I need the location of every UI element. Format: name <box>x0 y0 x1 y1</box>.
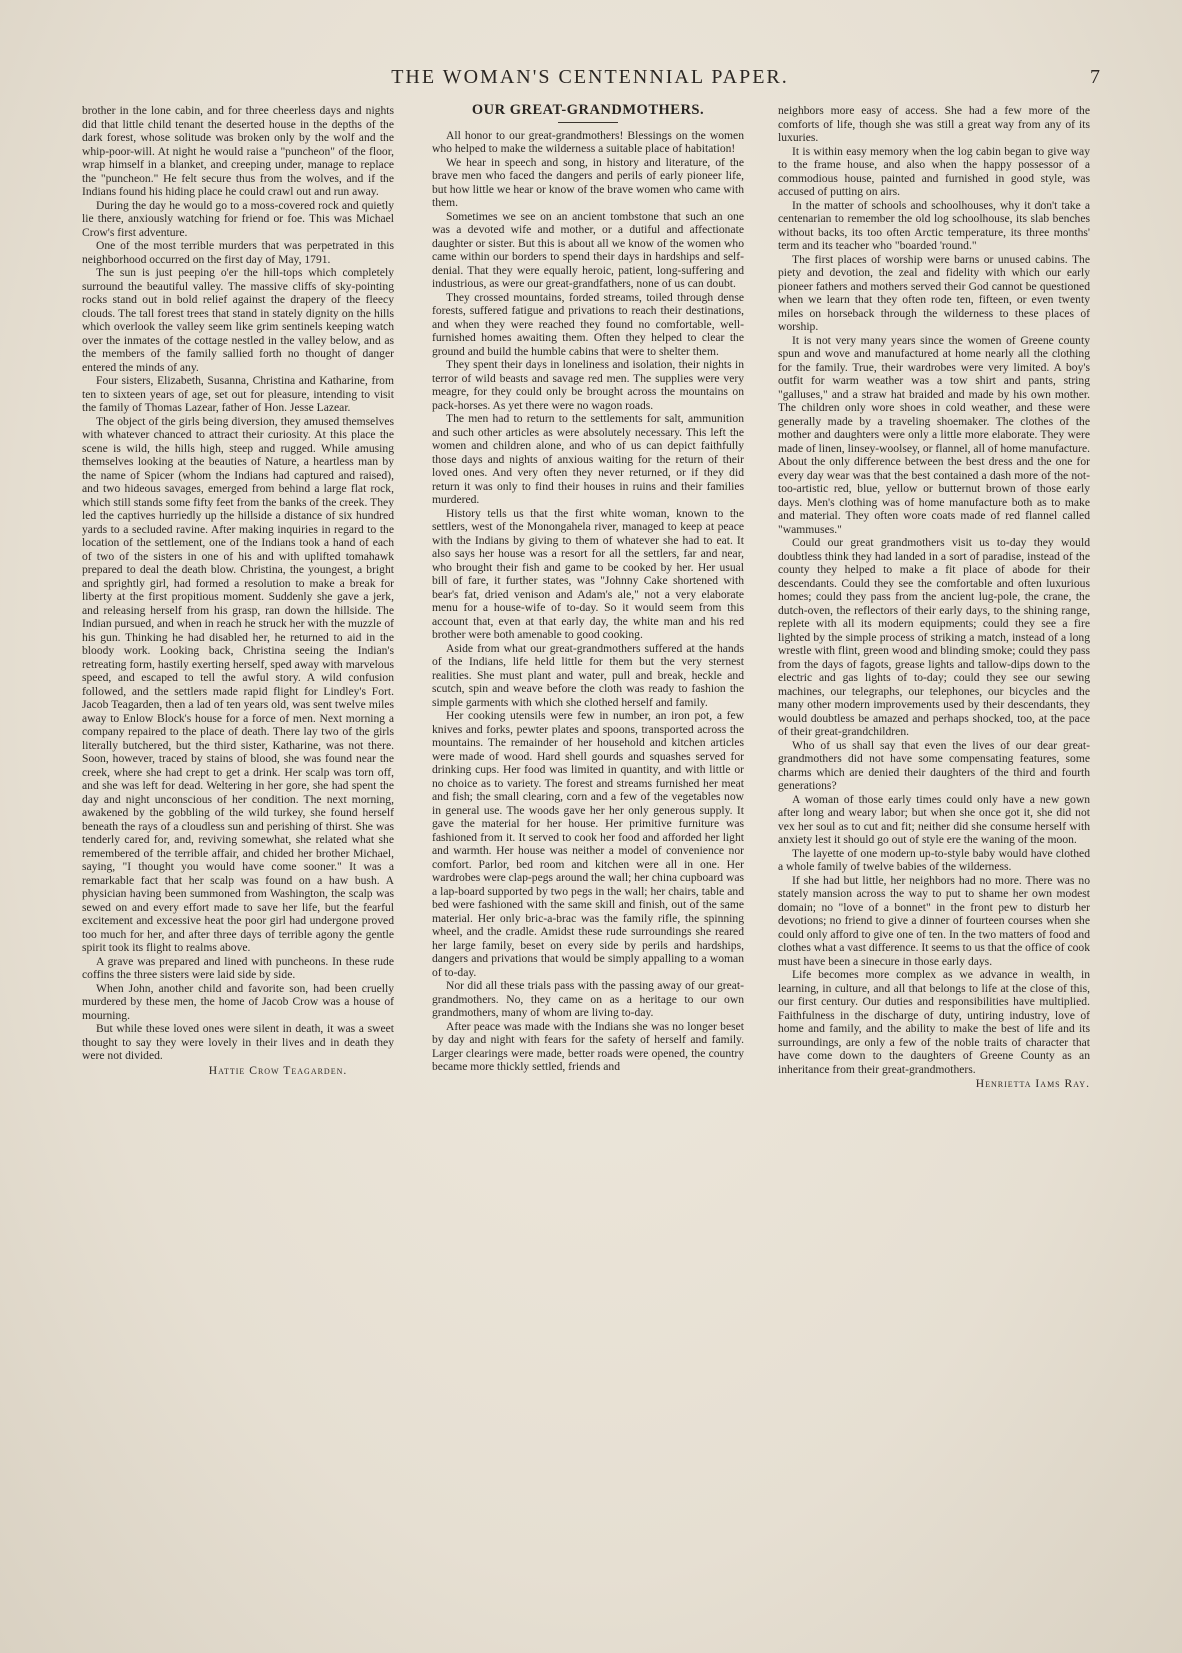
column-1 <box>82 104 394 1574</box>
paragraph: The sun is just peeping o'er the hill-tops which completely surround the beautiful valley. The massive cliffs of sky-pointing rocks stand out in bold relief against the drapery of the fleecy clouds. The tall forest trees that stand in stately dignity on the hills which overlook the valley seem like grim sentinels keeping watch over the inmates of the cottage nestled in the valley below, and as the members of the family sallied forth no thought of danger entered the minds of any. <box>82 266 394 374</box>
column-2 <box>432 104 744 1574</box>
title-rule <box>558 122 618 123</box>
paragraph: The object of the girls being diversion, they amused themselves with whatever chanced to attract their curiosity. At this place the scene is wild, the hills high, steep and rugged. While amusing themselves looking at the beauties of Nature, a heartless man by the name of Spicer (whom the Indians had captured and raised), and two hideous savages, emerged from behind a large flat rock, which still stands some fifty feet from the banks of the creek. They led the captives hurriedly up the hillside a distance of six hundred yards to a secluded ravine. After making inquiries in regard to the location of the settlement, one of the Indians took a hand of each of two of the sisters in one of his and with uplifted tomahawk prepared to deal the death blow. Christina, the youngest, a bright and sprightly girl, had formed a resolution to make a break for liberty at the first propitious moment. Suddenly she gave a jerk, and releasing herself from his grasp, ran down the hillside. The Indian pursued, and when in reach he struck her with the muzzle of his gun. Thinking he had disabled her, he returned to aid in the bloody work. Looking back, Christina seeing the Indian's retreating form, hastily exerting herself, sped away with marvelous speed, and escaped to tell the awful story. A wild confusion followed, and the settlers made rapid flight for Lindley's Fort. Jacob Teagarden, then a lad of ten years old, was sent twelve miles away to Enlow Block's house for a force of men. Next morning a company repaired to the place of death. There lay two of the girls literally butchered, but the third sister, Katharine, was not there. Soon, however, traced by stains of blood, she was found near the creek, where she had crept to get a drink. Her scalp was torn off, and she was left for dead. Weltering in her gore, she had spent the day and night unconscious of her condition. The next morning, awakened by the gobbling of the wild turkey, she found herself beneath the rays of a cloudless sun and perishing of thirst. She was tenderly cared for, and, reviving somewhat, she related what she remembered of the terrible affair, and chided her brother Michael, saying, "I thought you would have come sooner." It was a remarkable fact that her scalp was found on a haw bush. A physician having been summoned from Washington, the scalp was sewed on and every effort made to save her life, but the fearful excitement and excessive heat the poor girl had undergone proved too much for her, and after three days of terrible agony the gentle spirit took its flight to realms above. <box>82 414 394 954</box>
paragraph: Who of us shall say that even the lives of our dear great-grandmothers did not have some compensating features, some charms which are denied their daughters of the third and fourth generations? <box>778 738 1090 792</box>
paragraph: The men had to return to the settlements for salt, ammunition and such other articles as were absolutely necessary. This left the women and children alone, and who of us can depict faithfully those days and nights of anxious waiting for the return of their loved ones. And very often they never returned, or if they did return it was only to find their houses in ruins and their families murdered. <box>432 412 744 506</box>
paragraph: After peace was made with the Indians she was no longer beset by day and night with fears for the safety of herself and family. Larger clearings were made, better roads were opened, the country became more thickly settled, friends and <box>432 1019 744 1073</box>
paragraph: Four sisters, Elizabeth, Susanna, Christina and Katharine, from ten to sixteen years of age, set out for pleasure, intending to visit the family of Thomas Lazear, father of Hon. Jesse Lazear. <box>82 374 394 414</box>
paragraph: The layette of one modern up-to-style baby would have clothed a whole family of twelve babies of the wilderness. <box>778 846 1090 873</box>
running-title: THE WOMAN'S CENTENNIAL PAPER. <box>391 66 789 88</box>
paragraph: During the day he would go to a moss-covered rock and quietly lie there, anxiously watching for friend or foe. This was Michael Crow's first adventure. <box>82 198 394 239</box>
paragraph: In the matter of schools and schoolhouses, why it don't take a centenarian to remember the old log schoolhouse, its slab benches without backs, its too often Arctic temperature, its three months' term and its teacher who "boarded 'round." <box>778 198 1090 252</box>
paragraph: If she had but little, her neighbors had no more. There was no stately mansion across the way to put to shame her own modest domain; no "love of a bonnet" in the front pew to disturb her devotions; no friend to give a dinner of fourteen courses when she could only afford to give one of ten. In the two matters of food and clothes what a vast difference. It seems to us that the office of cook must have been a sinecure in those early days. <box>778 873 1090 968</box>
paragraph: They crossed mountains, forded streams, toiled through dense forests, suffered fatigue and privations to reach their destinations, and when they were reached they found no comfortable, well-furnished homes awaiting them. Often they helped to clear the ground and build the humble cabins that were to shelter them. <box>432 290 744 358</box>
paragraph: neighbors more easy of access. She had a few more of the comforts of life, though she was still a great way from any of its luxuries. <box>778 104 1090 144</box>
paragraph: It is within easy memory when the log cabin began to give way to the frame house, and also when the happy possessor of a commodious house, painted and furnished in good style, was accused of putting on airs. <box>778 144 1090 198</box>
paragraph: It is not very many years since the women of Greene county spun and wove and manufactured at home nearly all the clothing for the family. True, their wardrobes were very limited. A boy's outfit for warm weather was a tow shirt and pants, string "galluses," and a straw hat braided and made by his own mother. The children only wore shoes in cold weather, and these were generally made by a traveling shoemaker. The clothes of the mother and daughters were only a little more elaborate. They were made of linen, linsey-woolsey, or flannel, all of home manufacture. About the only difference between the best dress and the one for every day wear was that the best contained a dash more of the not-too-artistic red, blue, yellow or butternut brown of those early days. Men's clothing was of home manufacture both as to make and material. They often wore coats made of red flannel called "wammuses." <box>778 333 1090 536</box>
paragraph: They spent their days in loneliness and isolation, their nights in terror of wild beasts and savage red men. The supplies were very meagre, for they could only be brought across the mountains on pack-horses. As yet there were no wagon roads. <box>432 358 744 412</box>
paragraph: Aside from what our great-grandmothers suffered at the hands of the Indians, life held little for them but the very sternest realities. She must plant and water, pull and break, heckle and scutch, spin and weave before the cloth was ready to fashion the simple garments with which she clothed herself and family. <box>432 641 744 709</box>
page-number: 7 <box>1090 66 1100 88</box>
paragraph: When John, another child and favorite son, had been cruelly murdered by these men, the home of Jacob Crow was a house of mourning. <box>82 981 394 1022</box>
column-3 <box>778 104 1090 1574</box>
paragraph: Life becomes more complex as we advance in wealth, in learning, in culture, and all that belongs to life at the close of this, our first century. Our duties and responsibilities have multiplied. Faithfulness in the discharge of duty, untiring industry, love of home and family, and the ability to make the best of life and its surroundings, are only a few of the noble traits of character that have come down to the daughters of Greene County as an inheritance from their great-grandmothers. <box>778 968 1090 1076</box>
paragraph: All honor to our great-grandmothers! Blessings on the women who helped to make the wilderness a suitable place of habitation! <box>432 128 744 155</box>
author-signature: Hattie Crow Teagarden. <box>208 1063 348 1077</box>
paragraph: Nor did all these trials pass with the passing away of our great-grandmothers. No, they came on as a heritage to our own grandmothers, many of whom are living to-day. <box>432 979 744 1019</box>
page-header <box>80 66 1100 90</box>
paragraph: But while these loved ones were silent in death, it was a sweet thought to say they were lovely in their lives and in death they were not divided. <box>82 1022 394 1062</box>
article-title: OUR GREAT-GRANDMOTHERS. <box>471 104 705 118</box>
paragraph: brother in the lone cabin, and for three cheerless days and nights did that little child tenant the deserted house in the depths of the dark forest, whose solitude was broken only by the wolf and the whip-poor-will. At night he would raise a "puncheon" of the floor, wrap himself in a blanket, and creeping under, manage to replace the "puncheon." He felt secure thus from the wolves, and if the Indians found his hiding place he could crawl out and run away. <box>82 104 394 198</box>
paragraph: Could our great grandmothers visit us to-day they would doubtless think they had landed in a sort of paradise, instead of the county they helped to make a fit place of abode for their descendants. Could they see the comfortable and often luxurious homes; could they pass from the ancient lug-pole, the crane, the dutch-oven, the reflectors of their early days, to the shining range, replete with all its modern equipments; could they see a fire lighted by the simple process of striking a match, instead of a long wrestle with flint, green wood and blinding smoke; could they pass from the days of fagots, grease lights and tallow-dips down to the electric and gas lights of to-day; could they see our sewing machines, our telegraphs, our telephones, our bicycles and the many other modern improvements used by their descendants, they would doubtless be amazed and perhaps shocked, too, at the pace of their great-grandchildren. <box>778 536 1090 738</box>
paragraph: Her cooking utensils were few in number, an iron pot, a few knives and forks, pewter plates and spoons, transported across the mountains. The remainder of her household and kitchen articles were made of wood. Hard shell gourds and squashes served for drinking cups. Her food was limited in quantity, and with little or no choice as to variety. The forest and streams furnished her meat and fish; the small clearing, corn and a few of the vegetables now in general use. The woods gave her her only generous supply. It gave the material for her house. Her primitive furniture was fashioned from it. It served to cook her food and afforded her light and warmth. Her house was neither a model of convenience nor comfort. Parlor, bed room and kitchen were all in one. Her wardrobes were clap-pegs around the wall; her china cupboard was a lap-board supported by two pegs in the wall; her chairs, table and bed were fashioned with the same skill and finish, out of the same material. Her only bric-a-brac was the family rifle, the spinning wheel, and the cradle. Amidst these rude surroundings she reared her large family, beset on every side by perils and hardships, dangers and privations that would be simply appalling to a woman of to-day. <box>432 709 744 979</box>
paragraph: The first places of worship were barns or unused cabins. The piety and devotion, the zeal and fidelity with which our early pioneer fathers and mothers served their God cannot be questioned when we learn that they often rode ten, fifteen, or even twenty miles on horseback through the wilderness to these places of worship. <box>778 252 1090 333</box>
paragraph: We hear in speech and song, in history and literature, of the brave men who faced the dangers and perils of early pioneer life, but how little we hear or know of the brave women who came with them. <box>432 155 744 209</box>
paragraph: One of the most terrible murders that was perpetrated in this neighborhood occurred on the first day of May, 1791. <box>82 239 394 266</box>
paragraph: A woman of those early times could only have a new gown after long and weary labor; but when she once got it, she did not vex her soul as to cut and fit; neither did she consume herself with anxiety lest it should go out of style ere the waning of the moon. <box>778 792 1090 846</box>
author-signature: Henrietta Iams Ray. <box>975 1077 1090 1090</box>
paragraph: History tells us that the first white woman, known to the settlers, west of the Monongahela river, managed to keep at peace with the Indians by giving to them of whatever she had to eat. It also says her house was a resort for all the settlers, far and near, who brought their fish and game to be cooked by her. Her usual bill of fare, it further states, was "Johnny Cake shortened with bear's fat, dried venison and Adam's ale," not a very elaborate menu for a house-wife of to-day. So it would seem from this account that, even at that early day, the white man and his red brother were both amenable to good cooking. <box>432 506 744 641</box>
paragraph: Sometimes we see on an ancient tombstone that such an one was a devoted wife and mother, or a dutiful and affectionate daughter or sister. But this is about all we know of the women who came within our borders to spend their days in hardships and self-denial. That they were equally heroic, patient, long-suffering and industrious, as were our great-grandfathers, none of us can doubt. <box>432 209 744 290</box>
paragraph: A grave was prepared and lined with puncheons. In these rude coffins the three sisters were laid side by side. <box>82 954 394 981</box>
